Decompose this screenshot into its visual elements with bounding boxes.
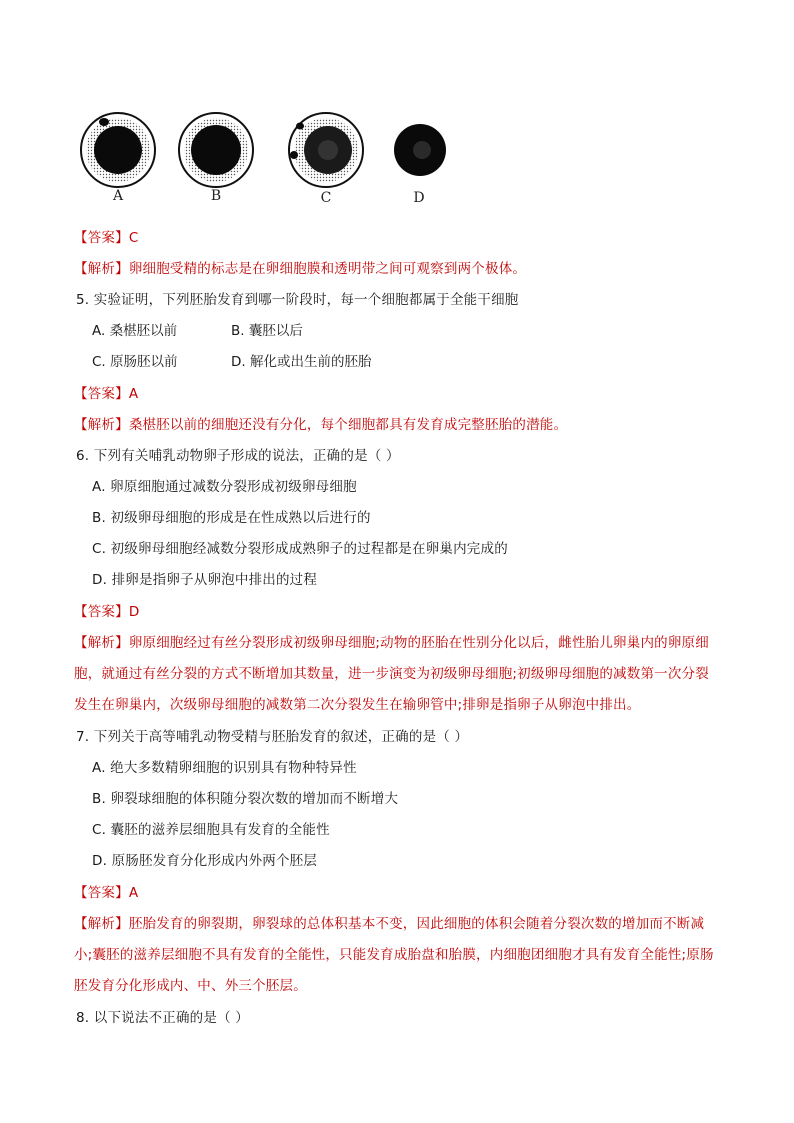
analysis-text: 胚胎发育的卵裂期，卵裂球的总体积基本不变，因此细胞的体积会随着分裂次数的增加而不断减 <box>128 916 705 932</box>
cell-a-label: A <box>112 188 124 204</box>
q6-analysis-line-1 <box>74 633 709 653</box>
q6-analysis-line-3: 发生在卵巢内，次级卵母细胞的减数第二次分裂发生在输卵管中;排卵是指卵子从卵泡中排出。 <box>74 697 641 713</box>
q6-stem: 6. 下列有关哺乳动物卵子形成的说法，正确的是（ ） <box>76 448 400 464</box>
q6-answer <box>74 602 139 622</box>
q5-option-d: D. 解化或出生前的胚胎 <box>231 354 372 370</box>
cell-d-image <box>390 120 470 180</box>
q5-option-b: B. 囊胚以后 <box>231 323 303 339</box>
q4-answer <box>74 228 138 248</box>
answer-value: D <box>128 604 140 620</box>
q6-option-b: B. 初级卵母细胞的形成是在性成熟以后进行的 <box>92 510 371 526</box>
q8-stem: 8. 以下说法不正确的是（ ） <box>76 1010 249 1026</box>
q5-answer <box>74 384 138 404</box>
q6-option-c: C. 初级卵母细胞经减数分裂形成成熟卵子的过程都是在卵巢内完成的 <box>92 541 508 557</box>
analysis-tag: 【解析】 <box>74 417 129 433</box>
q6-analysis-line-2: 胞，就通过有丝分裂的方式不断增加其数量，进一步演变为初级卵母细胞;初级卵母细胞的减数第一次分裂 <box>74 666 709 682</box>
q7-option-c: C. 囊胚的滋养层细胞具有发育的全能性 <box>92 822 330 838</box>
answer-value: A <box>128 386 139 402</box>
q4-analysis <box>74 259 526 279</box>
answer-tag: 【答案】 <box>74 885 129 901</box>
egg-cell-figure <box>78 110 458 210</box>
q7-option-a: A. 绝大多数精卵细胞的识别具有物种特异性 <box>92 760 357 776</box>
answer-tag: 【答案】 <box>74 604 129 620</box>
q7-answer <box>74 883 138 903</box>
analysis-tag: 【解析】 <box>74 916 129 932</box>
q7-analysis-line-1 <box>74 914 704 934</box>
analysis-text: 卵细胞受精的标志是在卵细胞膜和透明带之间可观察到两个极体。 <box>128 261 527 277</box>
analysis-tag: 【解析】 <box>74 635 129 651</box>
q5-option-c: C. 原肠胚以前 <box>92 354 178 370</box>
analysis-tag: 【解析】 <box>74 261 129 277</box>
q6-option-a: A. 卵原细胞通过减数分裂形成初级卵母细胞 <box>92 479 357 495</box>
cell-d-label: D <box>413 190 425 206</box>
q7-stem: 7. 下列关于高等哺乳动物受精与胚胎发育的叙述，正确的是（ ） <box>76 729 469 745</box>
q7-analysis-line-2: 小;囊胚的滋养层细胞不具有发育的全能性，只能发育成胎盘和胎膜，内细胞团细胞才具有发育全能性;原肠 <box>74 947 714 963</box>
q6-option-d: D. 排卵是指卵子从卵泡中排出的过程 <box>92 572 318 588</box>
answer-tag: 【答案】 <box>74 386 129 402</box>
answer-value: A <box>128 885 139 901</box>
q7-analysis-line-3: 胚发育分化形成内、中、外三个胚层。 <box>74 978 307 994</box>
answer-tag: 【答案】 <box>74 230 129 246</box>
q5-stem: 5. 实验证明，下列胚胎发育到哪一阶段时，每一个细胞都属于全能干细胞 <box>76 292 519 308</box>
q7-option-d: D. 原肠胚发育分化形成内外两个胚层 <box>92 853 318 869</box>
cell-c-image <box>286 110 366 190</box>
analysis-text: 卵原细胞经过有丝分裂形成初级卵母细胞;动物的胚胎在性别分化以后，雌性胎儿卵巢内的卵原细 <box>128 635 709 651</box>
cell-c-label: C <box>320 190 332 206</box>
q5-analysis <box>74 415 567 435</box>
q7-option-b: B. 卵裂球细胞的体积随分裂次数的增加而不断增大 <box>92 791 399 807</box>
analysis-text: 桑椹胚以前的细胞还没有分化，每个细胞都具有发育成完整胚胎的潜能。 <box>128 417 568 433</box>
q5-option-a: A. 桑椹胚以前 <box>92 323 178 339</box>
answer-value: C <box>128 230 139 246</box>
cell-b-image <box>176 110 256 190</box>
cell-a-image <box>78 110 158 190</box>
cell-b-label: B <box>210 188 222 204</box>
